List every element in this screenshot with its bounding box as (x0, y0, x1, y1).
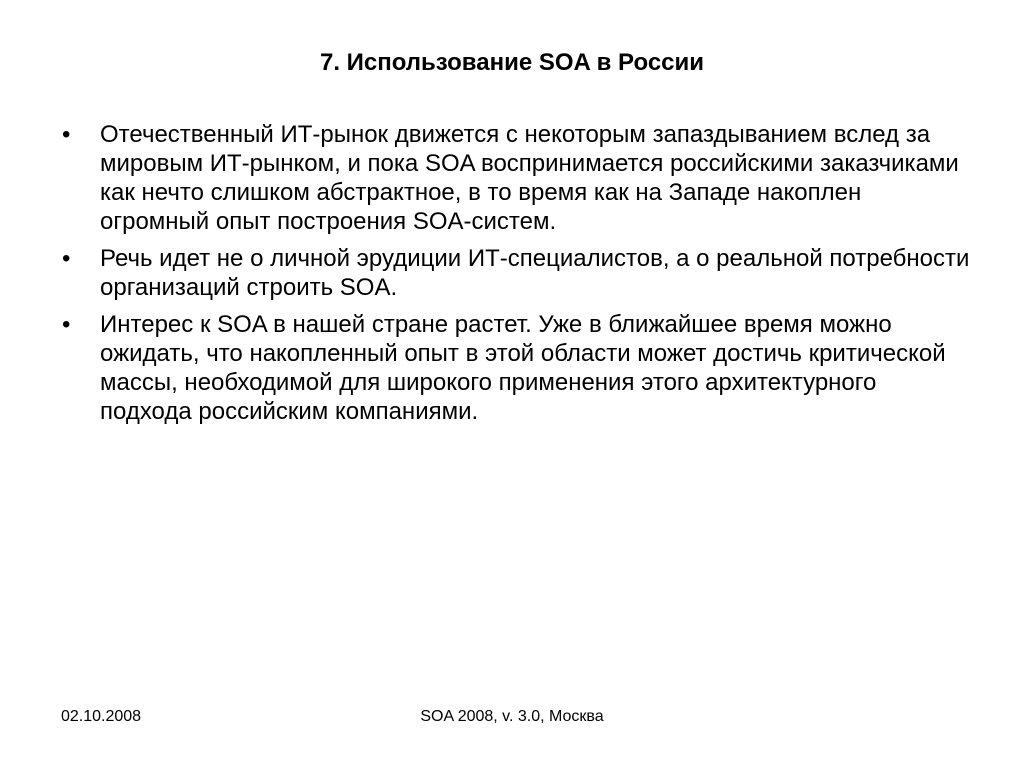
bullet-item (62, 244, 972, 302)
footer-center-text: SOA 2008, v. 3.0, Москва (420, 708, 604, 725)
footer-date: 02.10.2008 (61, 708, 142, 725)
bullet-item (62, 120, 972, 236)
bullet-list (62, 120, 972, 434)
bullet-mark: • (62, 121, 71, 148)
bullet-mark: • (62, 245, 71, 272)
bullet-mark: • (62, 311, 71, 338)
bullet-text: Речь идет не о личной эрудиции ИТ-специалистов, а о реальной потребности организаций строить SOA. (100, 245, 970, 301)
slide-title: 7. Использование SOA в России (319, 49, 705, 76)
bullet-text: Интерес к SOA в нашей стране растет. Уже в ближайшее время можно ожидать, что накопленный опыт в этой области может достичь критической массы, необходимой для широкого применения этого архитектурного подхода российским компаниями. (100, 311, 946, 425)
bullet-item (62, 310, 972, 426)
bullet-text: Отечественный ИТ-рынок движется с некоторым запаздыванием вслед за мировым ИТ-рынком, и пока SOA воспринимается российскими заказчиками как нечто слишком абстрактное, в то время как на Западе накоплен огромный опыт построения SOA-систем. (100, 121, 959, 235)
